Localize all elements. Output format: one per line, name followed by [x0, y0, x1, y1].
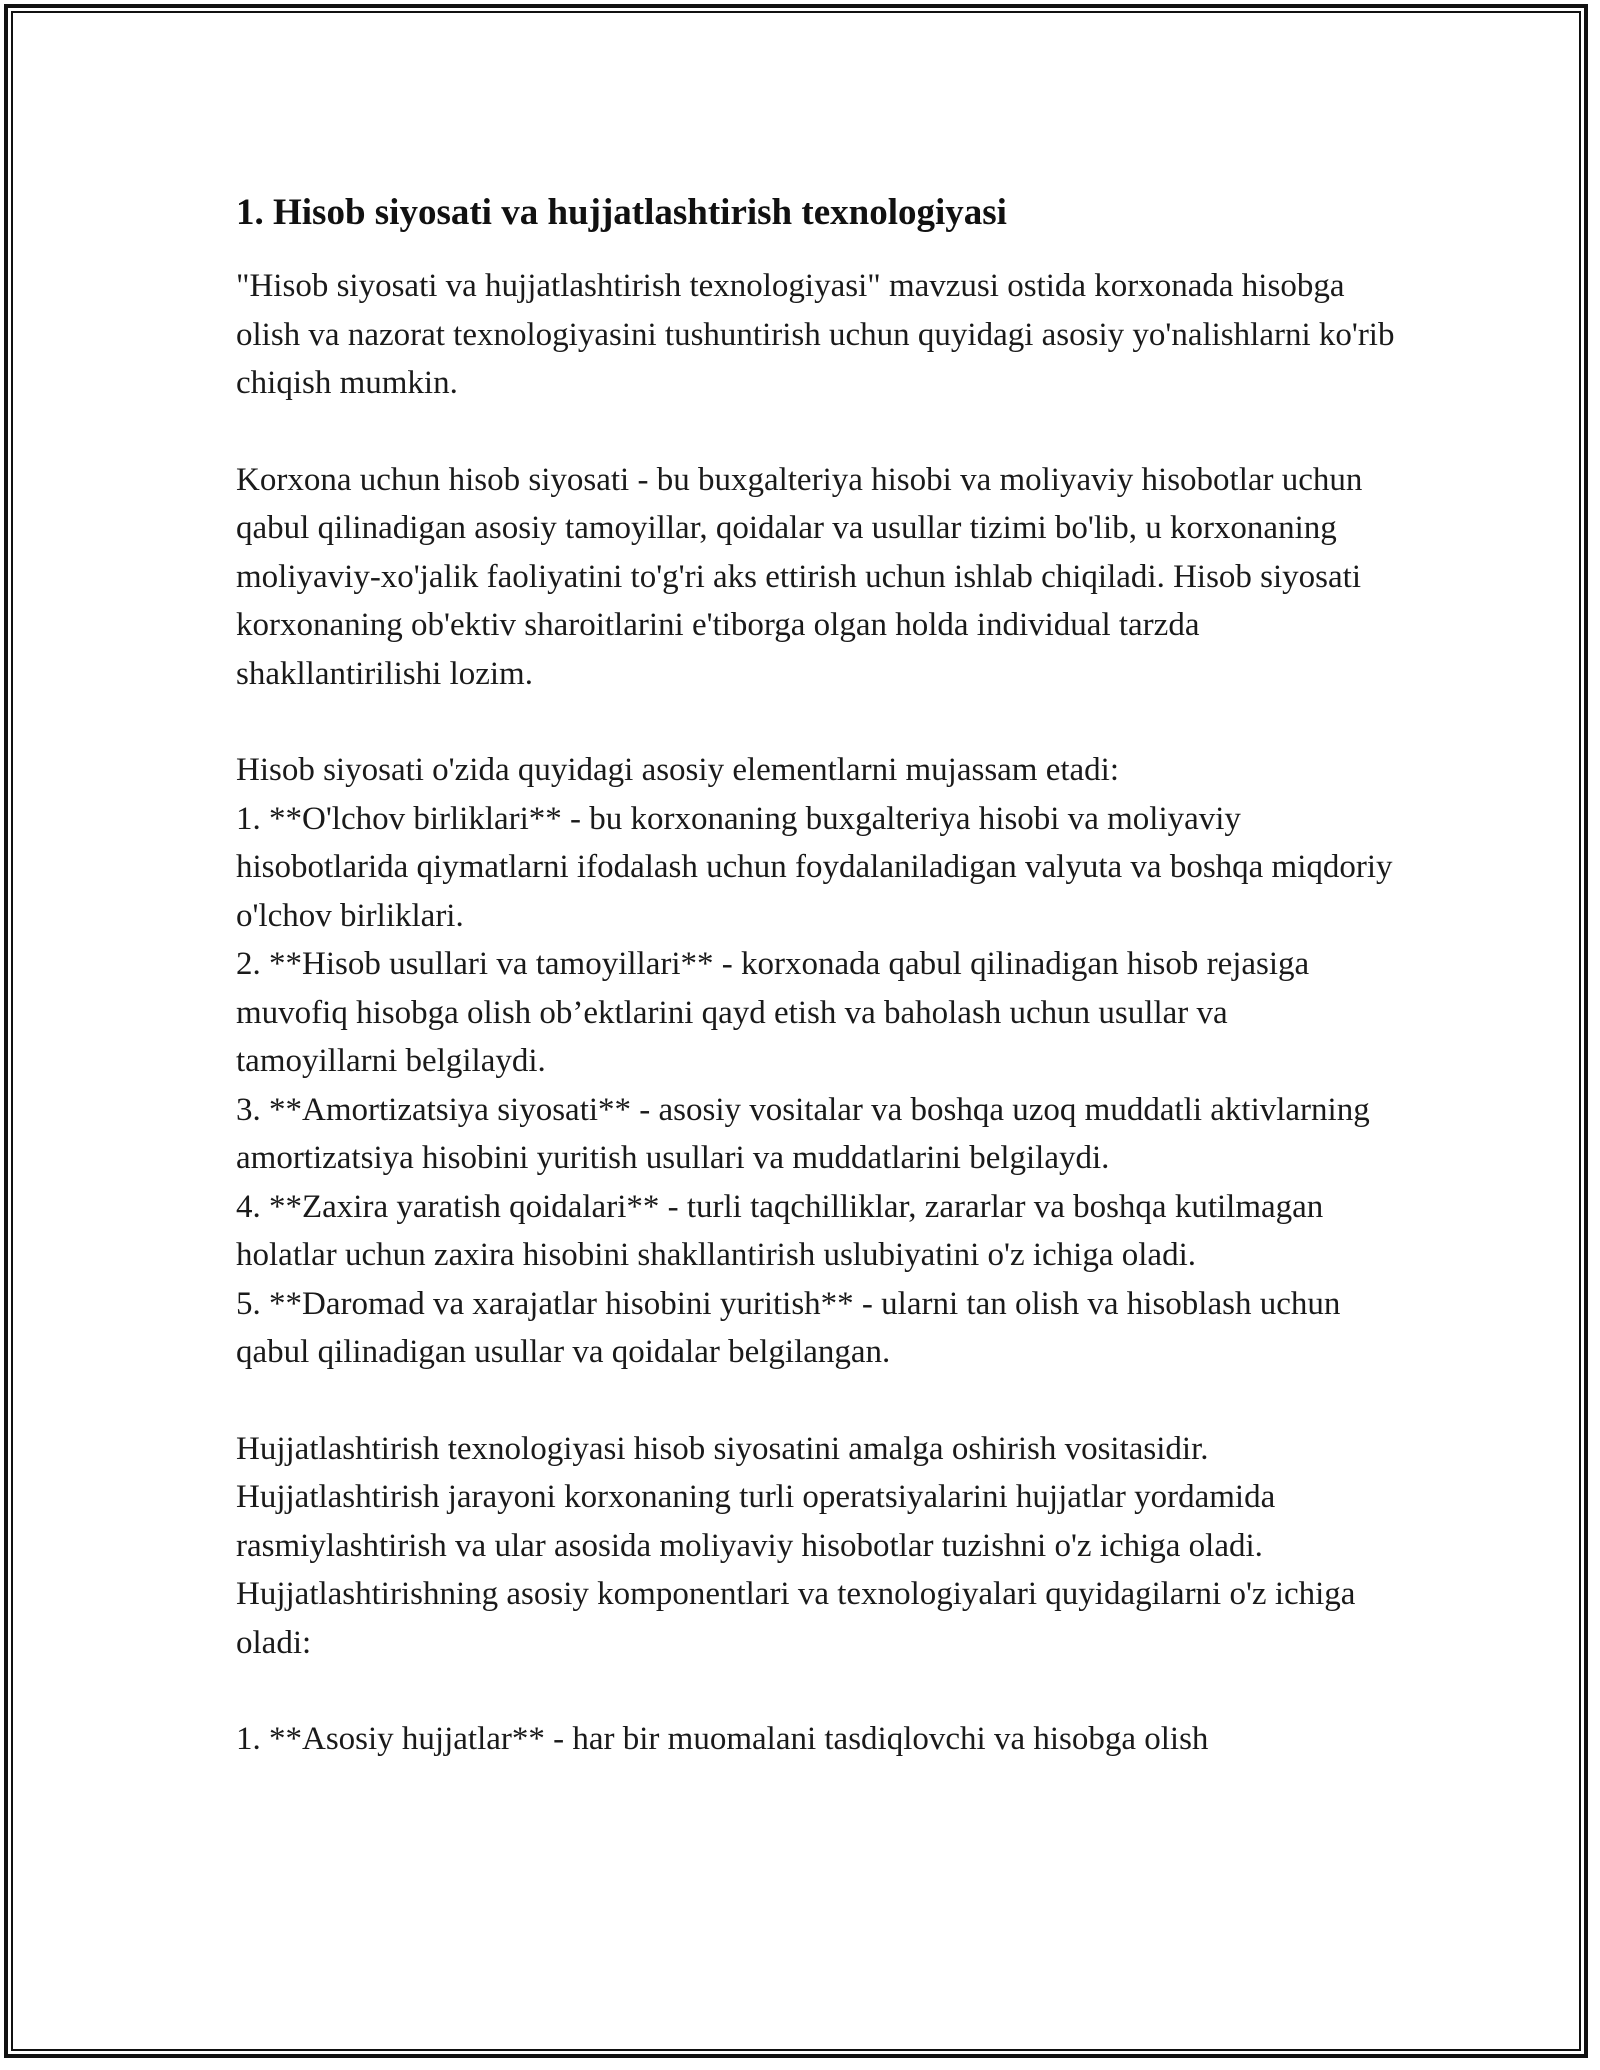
- paragraph-spacer: [236, 1377, 1396, 1425]
- list-item: 5. **Daromad va xarajatlar hisobini yuritish** - ularni tan olish va hisoblash uchun qabul qilinadigan usullar va qoidalar belgilangan.: [236, 1285, 1341, 1370]
- document-body: [236, 188, 1396, 1764]
- paragraph-spacer: [236, 1667, 1396, 1715]
- intro-paragraph: "Hisob siyosati va hujjatlashtirish texnologiyasi" mavzusi ostida korxonada hisobga olish va nazorat texnologiyasini tushuntirish uchun quyidagi asosiy yo'nalishlarni ko'rib chiqish mumkin.: [236, 268, 1395, 401]
- documentation-paragraph: Hujjatlashtirish texnologiyasi hisob siyosatini amalga oshirish vositasidir. Hujjatlashtirish jarayoni korxonaning turli operatsiyalarini hujjatlar yordamida rasmiylashtirish va ular asosida moliyaviy hisobotlar tuzishni o'z ichiga oladi. Hujjatlashtirishning asosiy komponentlari va texnologiyalari quyidagilarni o'z ichiga oladi:: [236, 1430, 1356, 1661]
- list-item: 1. **Asosiy hujjatlar** - har bir muomalani tasdiqlovchi va hisobga olish: [236, 1721, 1209, 1757]
- elements-lead: Hisob siyosati o'zida quyidagi asosiy elementlarni mujassam etadi:: [236, 752, 1120, 788]
- list-item: 4. **Zaxira yaratish qoidalari** - turli taqchilliklar, zararlar va boshqa kutilmagan holatlar uchun zaxira hisobini shakllantirish uslubiyatini o'z ichiga oladi.: [236, 1188, 1324, 1273]
- policy-paragraph: Korxona uchun hisob siyosati - bu buxgalteriya hisobi va moliyaviy hisobotlar uchun qabul qilinadigan asosiy tamoyillar, qoidalar va usullar tizimi bo'lib, u korxonaning moliyaviy-xo'jalik faoliyatini to'g'ri aks ettirish uchun ishlab chiqiladi. Hisob siyosati korxonaning ob'ektiv sharoitlarini e'tiborga olgan holda individual tarzda shakllantirilishi lozim.: [236, 461, 1363, 692]
- paragraph-spacer: [236, 408, 1396, 456]
- list-item: 2. **Hisob usullari va tamoyillari** - korxonada qabul qilinadigan hisob rejasiga muvofiq hisobga olish ob’ektlarini qayd etish va baholash uchun usullar va tamoyillarni belgilaydi.: [236, 946, 1310, 1079]
- document-title: 1. Hisob siyosati va hujjatlashtirish texnologiyasi: [236, 192, 1007, 233]
- list-item: 1. **O'lchov birliklari** - bu korxonaning buxgalteriya hisobi va moliyaviy hisobotlarida qiymatlarni ifodalash uchun foydalaniladigan valyuta va boshqa miqdoriy o'lchov birliklari.: [236, 800, 1393, 934]
- paragraph-spacer: [236, 698, 1396, 746]
- list-item: 3. **Amortizatsiya siyosati** - asosiy vositalar va boshqa uzoq muddatli aktivlarning amortizatsiya hisobini yuritish usullari va muddatlarini belgilaydi.: [236, 1091, 1370, 1176]
